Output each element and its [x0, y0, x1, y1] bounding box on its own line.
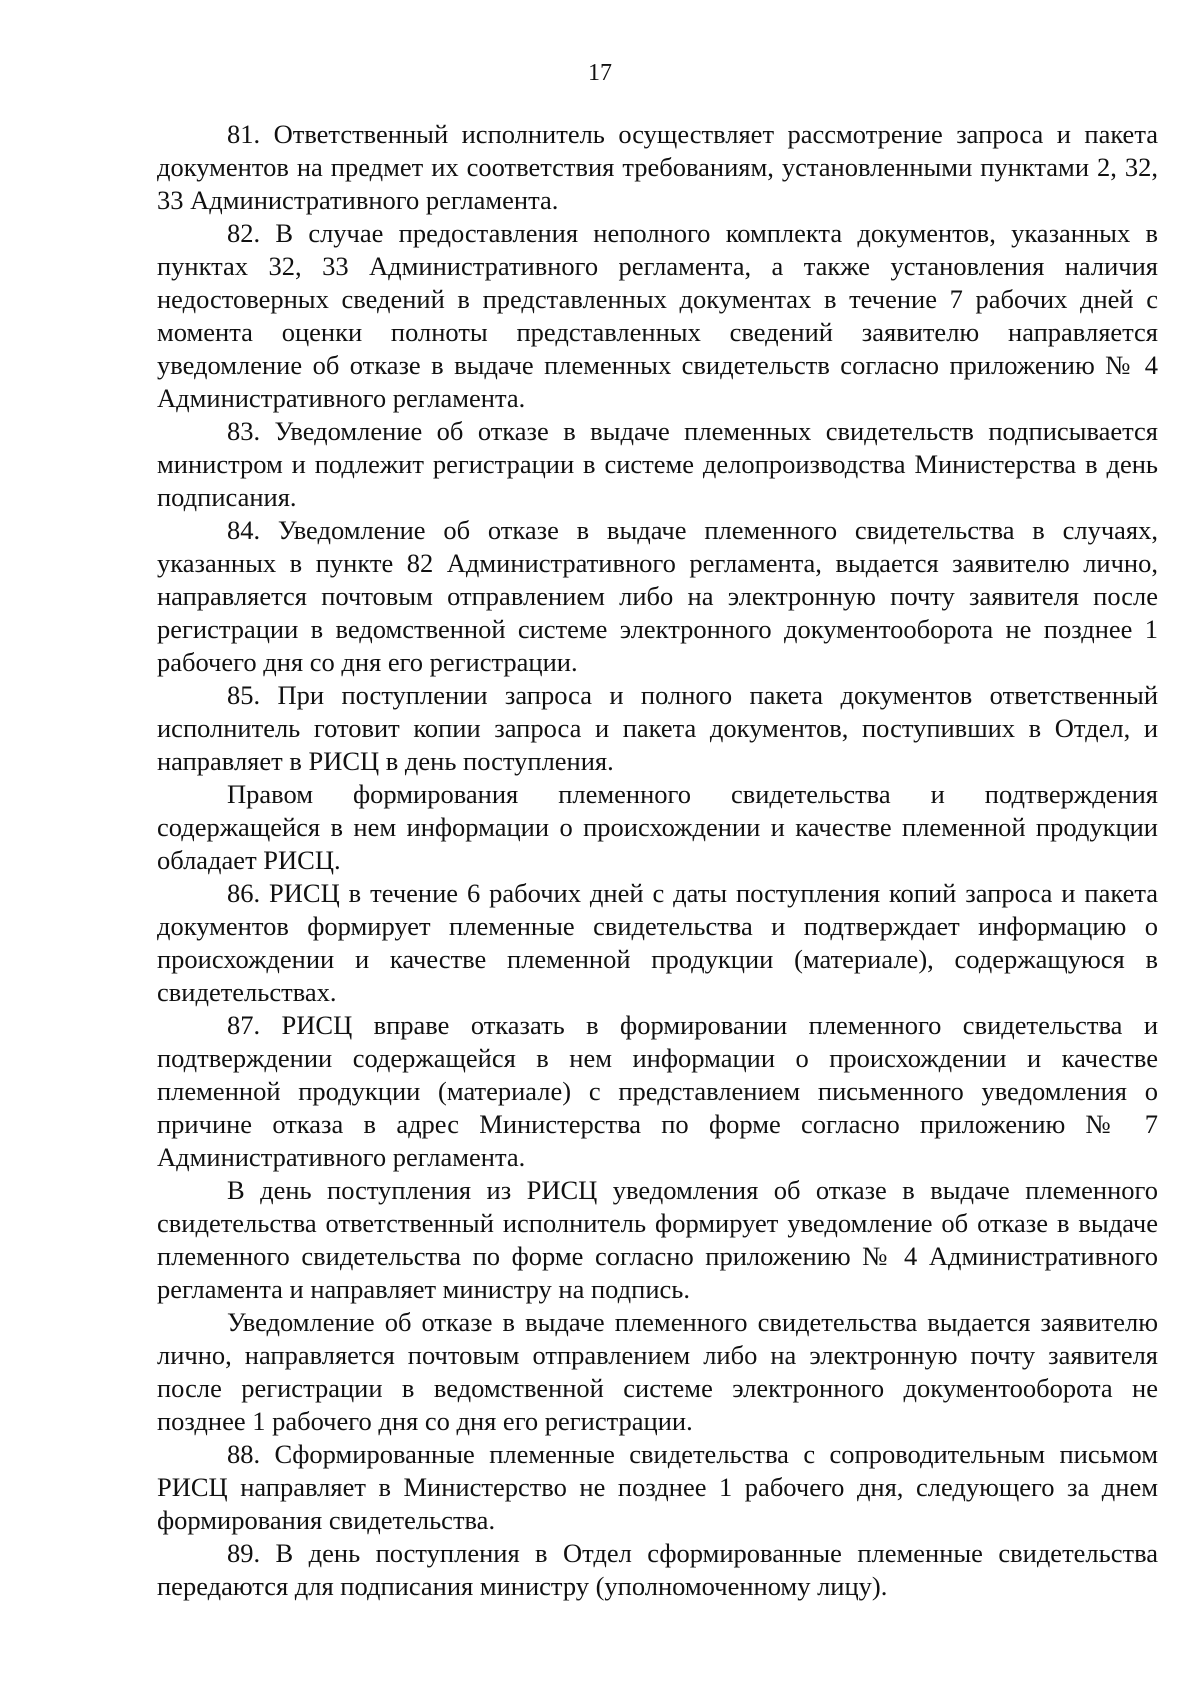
- paragraph-83: 83. Уведомление об отказе в выдаче племенных свидетельств подписывается министром и подлежит регистрации в системе делопроизводства Министерства в день подписания.: [157, 416, 1158, 512]
- paragraph-88: 88. Сформированные племенные свидетельства с сопроводительным письмом РИСЦ направляет в Министерство не позднее 1 рабочего дня, следующего за днем формирования свидетельства.: [157, 1439, 1158, 1535]
- paragraph-81: 81. Ответственный исполнитель осуществляет рассмотрение запроса и пакета документов на предмет их соответствия требованиям, установленными пунктами 2, 32, 33 Административного регламента.: [157, 119, 1158, 215]
- paragraph-87-continuation-2: Уведомление об отказе в выдаче племенного свидетельства выдается заявителю лично, направляется почтовым отправлением либо на электронную почту заявителя после регистрации в ведомственной системе электронного документооборота не позднее 1 рабочего дня со дня его регистрации.: [157, 1307, 1158, 1436]
- paragraph-84: 84. Уведомление об отказе в выдаче племенного свидетельства в случаях, указанных в пункте 82 Административного регламента, выдается заявителю лично, направляется почтовым отправлением либо на электронную почту заявителя после регистрации в ведомственной системе электронного документооборота не позднее 1 рабочего дня со дня его регистрации.: [157, 515, 1158, 677]
- paragraph-82: 82. В случае предоставления неполного комплекта документов, указанных в пунктах 32, 33 Административного регламента, а также установления наличия недостоверных сведений в представленных документах в течение 7 рабочих дней с момента оценки полноты представленных сведений заявителю направляется уведомление об отказе в выдаче племенных свидетельств согласно приложению № 4 Административного регламента.: [157, 218, 1158, 413]
- paragraph-85: 85. При поступлении запроса и полного пакета документов ответственный исполнитель готовит копии запроса и пакета документов, поступивших в Отдел, и направляет в РИСЦ в день поступления.: [157, 680, 1158, 776]
- paragraph-85-continuation: Правом формирования племенного свидетельства и подтверждения содержащейся в нем информации о происхождении и качестве племенной продукции обладает РИСЦ.: [157, 779, 1158, 875]
- paragraph-89: 89. В день поступления в Отдел сформированные племенные свидетельства передаются для подписания министру (уполномоченному лицу).: [157, 1538, 1158, 1601]
- paragraph-86: 86. РИСЦ в течение 6 рабочих дней с даты поступления копий запроса и пакета документов формирует племенные свидетельства и подтверждает информацию о происхождении и качестве племенной продукции (материале), содержащуюся в свидетельствах.: [157, 878, 1158, 1007]
- paragraph-87: 87. РИСЦ вправе отказать в формировании племенного свидетельства и подтверждении содержащейся в нем информации о происхождении и качестве племенной продукции (материале) с представлением письменного уведомления о причине отказа в адрес Министерства по форме согласно приложению № 7 Административного регламента.: [157, 1010, 1158, 1172]
- document-body: [157, 118, 1158, 1603]
- page-number: 17: [588, 60, 612, 86]
- paragraph-87-continuation-1: В день поступления из РИСЦ уведомления об отказе в выдаче племенного свидетельства ответственный исполнитель формирует уведомление об отказе в выдаче племенного свидетельства по форме согласно приложению № 4 Административного регламента и направляет министру на подпись.: [157, 1175, 1158, 1304]
